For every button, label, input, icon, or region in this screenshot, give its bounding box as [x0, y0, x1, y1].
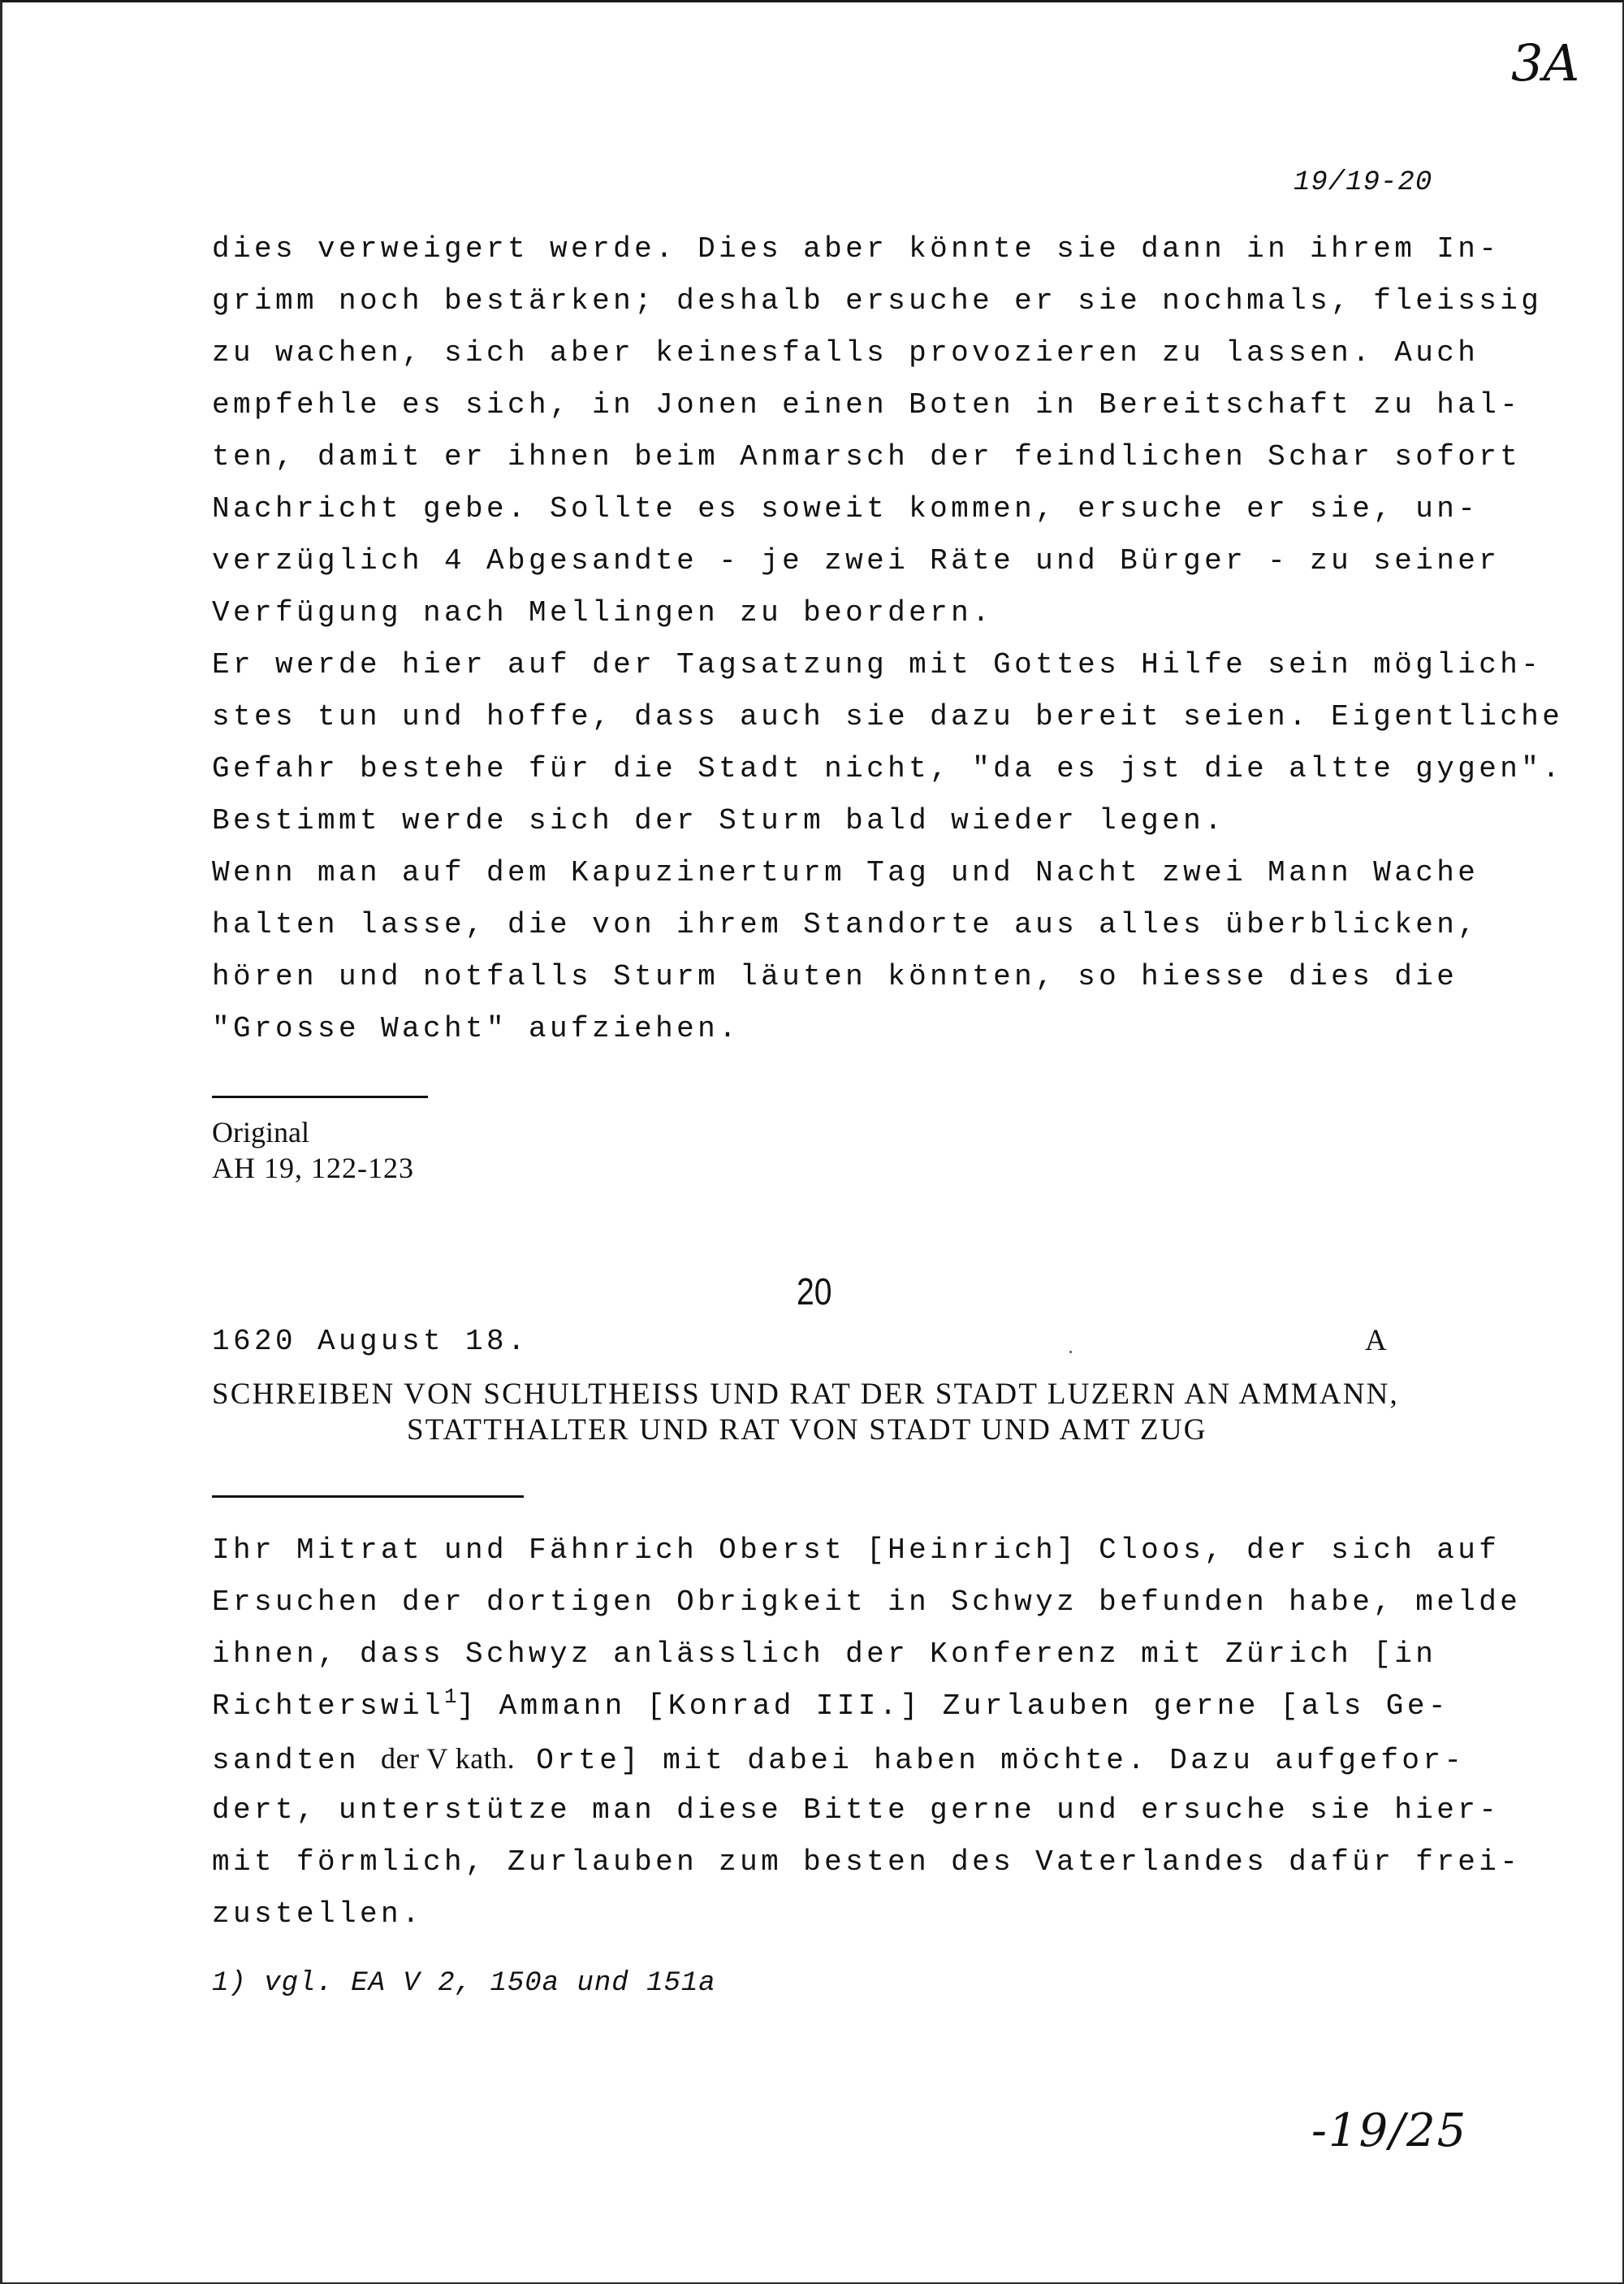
text-line: halten lasse, die von ihrem Standorte aus alles überblicken,	[212, 908, 1479, 941]
document-title-line: SCHREIBEN VON SCHULTHEISS UND RAT DER STADT LUZERN AN AMMANN,	[212, 1378, 1400, 1411]
text-line: verzüglich 4 Abgesandte - je zwei Räte und Bürger - zu seiner	[212, 544, 1501, 577]
source-reference: AH 19, 122-123	[212, 1152, 414, 1184]
text-line: ihnen, dass Schwyz anlässlich der Konferenz mit Zürich [in	[212, 1637, 1437, 1671]
handwritten-page-mark: 3A	[1511, 33, 1580, 93]
text-line: Wenn man auf dem Kapuzinerturm Tag und Nacht zwei Mann Wache	[212, 856, 1479, 889]
text-segment: sandten	[212, 1744, 382, 1777]
document-title-line: STATTHALTER UND RAT VON STADT UND AMT ZUG	[407, 1413, 1207, 1447]
text-line: mit förmlich, Zurlauben zum besten des Vaterlandes dafür frei-	[212, 1845, 1522, 1879]
source-divider	[212, 1096, 428, 1098]
serif-insertion: der V kath.	[381, 1742, 516, 1775]
text-line: Ersuchen der dortigen Obrigkeit in Schwyz befunden habe, melde	[212, 1585, 1522, 1619]
text-segment: Orte] mit dabei haben möchte. Dazu aufgefor-	[515, 1744, 1466, 1777]
text-line: dert, unterstütze man diese Bitte gerne und ersuche sie hier-	[212, 1793, 1501, 1827]
text-line: grimm noch bestärken; deshalb ersuche er sie nochmals, fleissig	[212, 284, 1543, 318]
speck	[1069, 1351, 1072, 1353]
text-line: Bestimmt werde sich der Sturm bald wieder legen.	[212, 804, 1226, 837]
text-line: Er werde hier auf der Tagsatzung mit Gottes Hilfe sein möglich-	[212, 648, 1543, 681]
text-line: "Grosse Wacht" aufziehen.	[212, 1012, 741, 1045]
text-line: zustellen.	[212, 1897, 424, 1931]
text-segment: ] Ammann [Konrad III.] Zurlauben gerne [als Ge-	[456, 1689, 1449, 1723]
text-line	[212, 1685, 1449, 1723]
handwritten-archive-mark: -19/25	[1311, 2104, 1468, 2157]
text-line: stes tun und hoffe, dass auch sie dazu bereit seien. Eigentliche	[212, 700, 1564, 733]
document-date: 1620 August 18.	[212, 1325, 529, 1358]
text-segment: Richterswil	[212, 1689, 445, 1723]
title-divider	[212, 1495, 524, 1498]
footnote: 1) vgl. EA V 2, 150a und 151a	[212, 1968, 716, 1999]
text-line: Gefahr bestehe für die Stadt nicht, "da es jst die altte gygen".	[212, 752, 1564, 785]
document-number: 20	[797, 1270, 832, 1313]
header-reference: 19/19-20	[1294, 167, 1433, 198]
source-label: Original	[212, 1116, 309, 1148]
text-line: zu wachen, sich aber keinesfalls provozieren zu lassen. Auch	[212, 336, 1479, 370]
text-line: empfehle es sich, in Jonen einen Boten in Bereitschaft zu hal-	[212, 388, 1522, 422]
text-line: Verfügung nach Mellingen zu beordern.	[212, 596, 994, 629]
footnote-marker: 1	[444, 1685, 457, 1709]
text-line: Nachricht gebe. Sollte es soweit kommen, ersuche er sie, un-	[212, 492, 1479, 526]
text-line: hören und notfalls Sturm läuten könnten, so hiesse dies die	[212, 960, 1458, 993]
text-line	[212, 1744, 1465, 1776]
document-type-letter: A	[1365, 1324, 1387, 1357]
text-line: ten, damit er ihnen beim Anmarsch der feindlichen Schar sofort	[212, 440, 1522, 474]
text-line: Ihr Mitrat und Fähnrich Oberst [Heinrich] Cloos, der sich auf	[212, 1533, 1501, 1567]
text-line: dies verweigert werde. Dies aber könnte sie dann in ihrem In-	[212, 232, 1501, 266]
